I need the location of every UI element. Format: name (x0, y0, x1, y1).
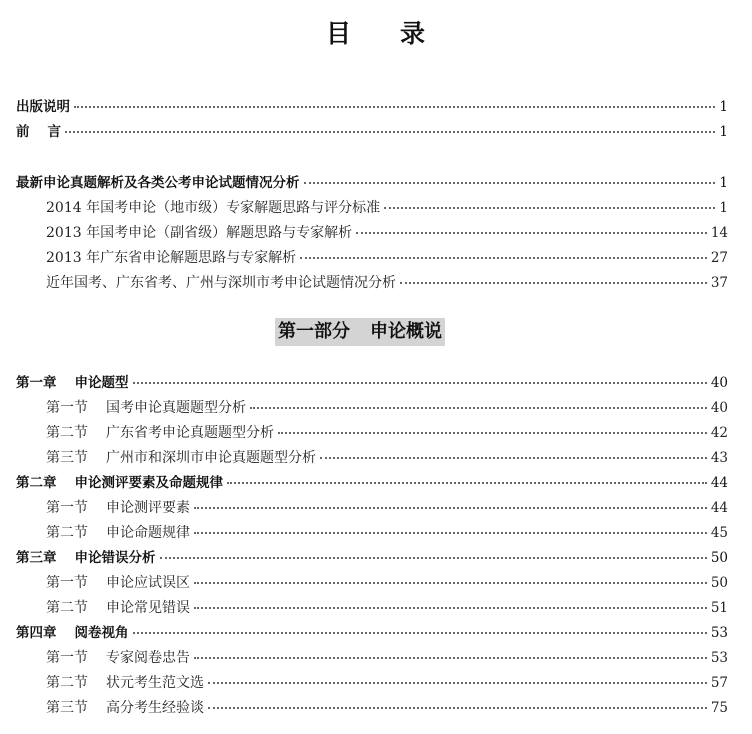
toc-entry-label-part: 言 (47, 124, 61, 140)
toc-entry-analysis-item[interactable] (46, 222, 728, 244)
toc-entry-label: 最新申论真题解析及各类公考申论试题情况分析 (16, 175, 300, 191)
dot-leader (208, 695, 707, 709)
toc-chapter[interactable] (16, 372, 728, 394)
toc-entry-label (46, 422, 274, 444)
toc-page-number: 1 (719, 124, 728, 140)
dot-leader (356, 220, 707, 234)
toc-page-number: 51 (710, 600, 728, 616)
chapter-number: 第三章 (16, 550, 57, 566)
toc-entry-label: 出版说明 (16, 99, 70, 115)
section-name: 广州市和深圳市申论真题题型分析 (106, 450, 316, 466)
section-name: 专家阅卷忠告 (106, 650, 190, 666)
section-number: 第一节 (46, 575, 88, 591)
toc-entry-label (46, 697, 204, 719)
toc-entry-label-part: 前 (16, 124, 30, 140)
toc-entry-publication-note[interactable] (16, 96, 728, 118)
page-title (0, 14, 752, 50)
dot-leader (400, 270, 707, 284)
toc-entry-label (46, 497, 190, 519)
toc-page-number: 44 (710, 500, 728, 516)
toc-section[interactable] (46, 497, 728, 519)
toc-entry-label (16, 472, 223, 494)
part-number: 第一部分 (278, 321, 350, 342)
toc-entry-label: 近年国考、广东省考、广州与深圳市考申论试题情况分析 (46, 275, 396, 291)
section-name: 申论应试误区 (106, 575, 190, 591)
dot-leader (384, 195, 715, 209)
toc-page-number: 43 (710, 450, 728, 466)
toc-entry-label (16, 622, 129, 644)
dot-leader (304, 170, 716, 184)
toc-page-number: 44 (710, 475, 728, 491)
toc-page-number: 75 (710, 700, 728, 716)
dot-leader (194, 520, 707, 534)
dot-leader (74, 94, 715, 108)
toc-page-number: 14 (710, 225, 728, 241)
toc-entry-analysis-item[interactable] (46, 272, 728, 294)
dot-leader (300, 245, 707, 259)
page-title-char-2: 录 (400, 19, 427, 48)
toc-page-number: 50 (710, 550, 728, 566)
toc-entry-label (16, 547, 156, 569)
toc-entry-label (46, 597, 190, 619)
toc-section[interactable] (46, 572, 728, 594)
toc-entry-label: 2014 年国考申论（地市级）专家解题思路与评分标准 (46, 200, 381, 216)
dot-leader (194, 570, 707, 584)
toc-page-number: 45 (710, 525, 728, 541)
section-number: 第一节 (46, 500, 88, 516)
toc-section[interactable] (46, 422, 728, 444)
dot-leader (194, 595, 707, 609)
section-name: 申论测评要素 (106, 500, 190, 516)
toc-entry-label (46, 672, 204, 694)
section-name: 广东省考申论真题题型分析 (106, 425, 274, 441)
section-name: 申论命题规律 (106, 525, 190, 541)
section-number: 第二节 (46, 675, 88, 691)
toc-page-number: 42 (710, 425, 728, 441)
toc-page-number: 53 (710, 625, 728, 641)
dot-leader (278, 420, 707, 434)
dot-leader (133, 370, 707, 384)
toc-chapter[interactable] (16, 622, 728, 644)
chapter-number: 第一章 (16, 375, 57, 391)
toc-entry-label (46, 447, 316, 469)
toc-page-number: 37 (710, 275, 728, 291)
toc-page-number: 40 (710, 400, 728, 416)
part-name: 申论概说 (370, 321, 442, 342)
chapter-number: 第四章 (16, 625, 57, 641)
toc-entry-analysis-item[interactable] (46, 197, 728, 219)
section-name: 高分考生经验谈 (106, 700, 204, 716)
toc-entry-analysis-item[interactable] (46, 247, 728, 269)
part-heading (275, 318, 445, 346)
dot-leader (194, 645, 707, 659)
section-number: 第一节 (46, 400, 88, 416)
toc-entry-label (46, 647, 190, 669)
toc-section[interactable] (46, 597, 728, 619)
section-number: 第三节 (46, 700, 88, 716)
toc-page-number: 1 (719, 200, 728, 216)
toc-entry-label (16, 372, 129, 394)
toc-page-number: 1 (719, 99, 728, 115)
toc-entry-label: 2013 年广东省申论解题思路与专家解析 (46, 250, 297, 266)
toc-entry-foreword[interactable] (16, 121, 728, 143)
toc-entry-label (16, 121, 61, 143)
toc-page-number: 53 (710, 650, 728, 666)
section-number: 第三节 (46, 450, 88, 466)
page-title-char-1: 目 (325, 19, 352, 48)
toc-chapter[interactable] (16, 547, 728, 569)
toc-section[interactable] (46, 397, 728, 419)
dot-leader (133, 620, 707, 634)
toc-entry-label (46, 572, 190, 594)
toc-page-number: 57 (710, 675, 728, 691)
dot-leader (320, 445, 707, 459)
section-number: 第二节 (46, 600, 88, 616)
section-name: 状元考生范文选 (106, 675, 204, 691)
chapter-name: 阅卷视角 (74, 625, 129, 641)
toc-chapter[interactable] (16, 472, 728, 494)
toc-section[interactable] (46, 447, 728, 469)
section-number: 第一节 (46, 650, 88, 666)
chapter-number: 第二章 (16, 475, 57, 491)
dot-leader (194, 495, 707, 509)
toc-section[interactable] (46, 697, 728, 719)
toc-page-number: 1 (719, 175, 728, 191)
section-number: 第二节 (46, 425, 88, 441)
toc-entry-analysis-heading[interactable] (16, 172, 728, 194)
dot-leader (208, 670, 707, 684)
toc-page-number: 40 (710, 375, 728, 391)
dot-leader (160, 545, 707, 559)
chapter-name: 申论错误分析 (74, 550, 156, 566)
toc-section[interactable] (46, 522, 728, 544)
toc-page-number: 50 (710, 575, 728, 591)
section-number: 第二节 (46, 525, 88, 541)
toc-entry-label (46, 397, 246, 419)
dot-leader (65, 119, 715, 133)
section-name: 申论常见错误 (106, 600, 190, 616)
section-name: 国考申论真题题型分析 (106, 400, 246, 416)
chapter-name: 申论测评要素及命题规律 (74, 475, 223, 491)
toc-entry-label (46, 522, 190, 544)
chapter-name: 申论题型 (74, 375, 129, 391)
toc-entry-label: 2013 年国考申论（副省级）解题思路与专家解析 (46, 225, 353, 241)
toc-section[interactable] (46, 672, 728, 694)
toc-section[interactable] (46, 647, 728, 669)
dot-leader (250, 395, 707, 409)
toc-page-number: 27 (710, 250, 728, 266)
dot-leader (227, 470, 707, 484)
